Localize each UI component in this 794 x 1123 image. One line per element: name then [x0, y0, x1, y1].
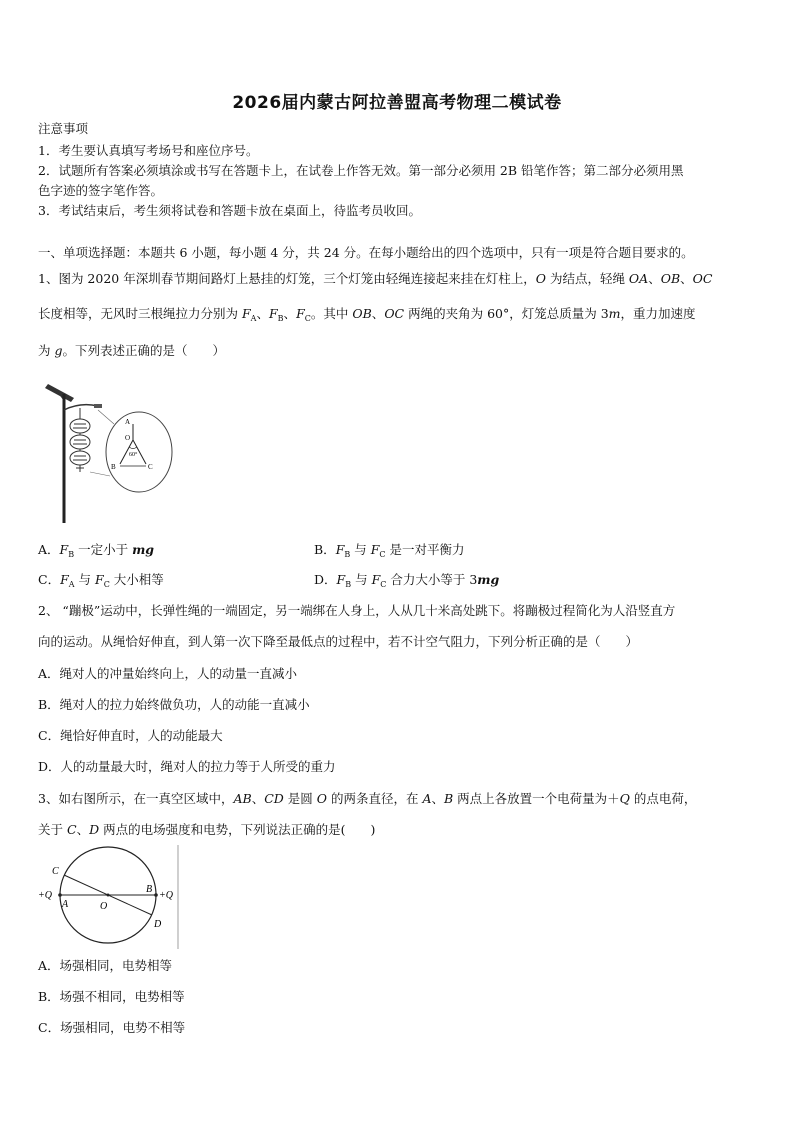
notice-item-2: 2．试题所有答案必须填涂或书写在答题卡上，在试卷上作答无效。第一部分必须用 2B 铅笔作答；第二部分必须用黑 — [38, 163, 684, 178]
fig3-label-B: B — [146, 884, 153, 895]
q1-option-b: B．$F_B$ 与 $F_C$ 是一对平衡力 — [314, 542, 465, 559]
q3-option-c: C．场强相同，电势不相等 — [38, 1020, 186, 1035]
q1-line-2: 长度相等，无风时三根绳拉力分别为 $F_A$、$F_B$、$F_C$。其中 OB、OC 两绳的夹角为 60°，灯笼总质量为 3m，重力加速度 — [38, 306, 696, 323]
fig3-label-D: D — [154, 919, 162, 930]
q2-line-1: 2、 “蹦极”运动中，长弹性绳的一端固定，另一端绑在人身上，人从几十米高处跳下。将蹦极过程简化为人沿竖直方 — [38, 603, 676, 618]
q2-option-a: A．绳对人的冲量始终向上，人的动量一直减小 — [38, 666, 298, 681]
fig3-label-A: A — [62, 899, 69, 910]
q1-option-a: A．$F_B$ 一定小于 mg — [38, 542, 155, 559]
fig3-label-qright: +Q — [159, 890, 173, 901]
q2-option-b: B．绳对人的拉力始终做负功，人的动能一直减小 — [38, 697, 310, 712]
q1-line-1: 1、图为 2020 年深圳春节期间路灯上悬挂的灯笼，三个灯笼由轻绳连接起来挂在灯柱上，O 为结点，轻绳 OA、OB、OC — [38, 271, 713, 286]
fig1-label-O: O — [125, 434, 131, 442]
lanterns-icon — [70, 408, 90, 472]
q2-option-c: C．绳恰好伸直时，人的动能最大 — [38, 728, 223, 743]
q1-option-d: D．$F_B$ 与 $F_C$ 合力大小等于 3mg — [314, 572, 500, 589]
q2-option-d: D．人的动量最大时，绳对人的拉力等于人所受的重力 — [38, 759, 336, 774]
q1-figure — [40, 380, 175, 525]
fig3-label-qleft: +Q — [38, 890, 52, 901]
fig1-label-A: A — [125, 418, 131, 426]
notice-item-2-cont: 色字迹的签字笔作答。 — [38, 183, 164, 198]
q3-line-1: 3、如右图所示，在一真空区域中，AB、CD 是圆 O 的两条直径，在 A、B 两点上各放置一个电荷量为＋Q 的点电荷， — [38, 791, 697, 806]
notice-item-1: 1．考生要认真填写考场号和座位序号。 — [38, 143, 259, 158]
notice-item-3: 3．考试结束后，考生须将试卷和答题卡放在桌面上，待监考员收回。 — [38, 203, 421, 218]
q3-figure — [38, 843, 188, 951]
q3-line-2: 关于 C、D 两点的电场强度和电势，下列说法正确的是( ) — [38, 822, 376, 837]
fig1-label-C: C — [148, 463, 153, 471]
page-title: 2026届内蒙古阿拉善盟高考物理二模试卷 — [232, 93, 562, 113]
q2-line-2: 向的运动。从绳恰好伸直，到人第一次下降至最低点的过程中，若不计空气阻力，下列分析正确的是（ ） — [38, 634, 639, 649]
fig1-label-B: B — [111, 463, 116, 471]
fig3-label-C: C — [52, 866, 59, 877]
notice-heading: 注意事项 — [38, 121, 89, 136]
section-heading: 一、单项选择题：本题共 6 小题，每小题 4 分，共 24 分。在每小题给出的四个选项中，只有一项是符合题目要求的。 — [38, 245, 694, 260]
fig1-label-angle: 60° — [129, 452, 138, 458]
fig3-label-O: O — [100, 901, 108, 912]
q3-option-a: A．场强相同，电势相等 — [38, 958, 173, 973]
q1-line-3: 为 g。下列表述正确的是（ ） — [38, 343, 226, 358]
solar-panel-icon — [45, 384, 74, 402]
q3-option-b: B．场强不相同，电势相等 — [38, 989, 185, 1004]
q1-option-c: C．$F_A$ 与 $F_C$ 大小相等 — [38, 572, 164, 589]
